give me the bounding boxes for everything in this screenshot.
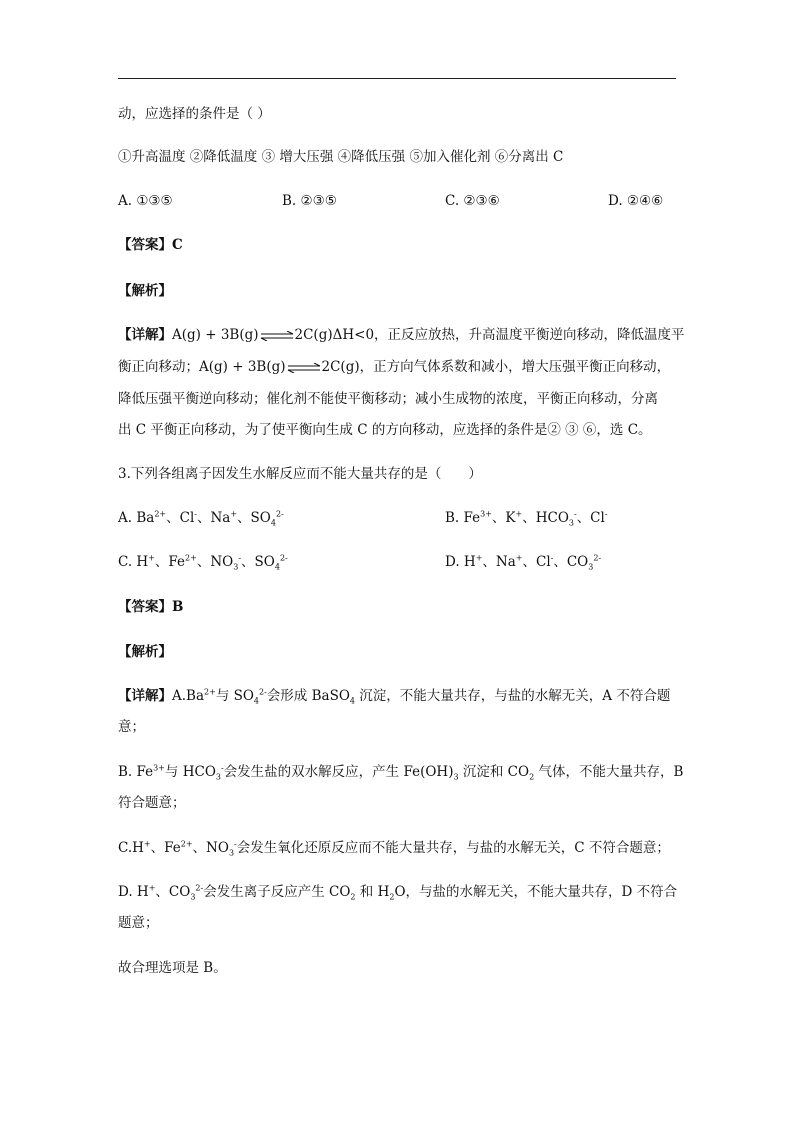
q2-option-c: C. ②③⑥: [445, 193, 500, 209]
q2-detail-label: 【详解】: [118, 327, 172, 343]
header-rule: [118, 78, 676, 79]
q2-detail-line-4: 出 C 平衡正向移动，为了使平衡向生成 C 的方向移动，应选择的条件是② ③ ⑥，选 C。: [118, 422, 652, 438]
q3-option-d: D. H+、Na+、Cl-、$CO_3^{2-}$: [445, 553, 602, 572]
q3-detail-b-line-1: B. $Fe^{3+}$与 $HCO_3^-$会发生盐的双水解反应，产生 $Fe(OH)_3$ 沉淀和 $CO_2$ 气体，不能大量共存，B: [118, 763, 684, 782]
q2-option-b: B. ②③⑤: [282, 193, 337, 209]
q3-option-c: C. H+、$Fe^{2+}$、$NO_3^-$、$SO_4^{2-}$: [118, 553, 288, 572]
q3-option-a: A. $Ba^{2+}$、Cl-、Na+、$SO_4^{2-}$: [118, 509, 284, 528]
q2-analysis-title: 【解析】: [118, 283, 172, 299]
q2-stem-tail: 动，应选择的条件是（ ）: [118, 106, 271, 122]
q2-detail-line-3: 降低压强平衡逆向移动；催化剂不能使平衡移动；减小生成物的浓度，平衡正向移动，分离: [118, 391, 658, 407]
q3-detail-a-line-2: 意；: [118, 719, 145, 735]
q2-detail-line-1: 【详解】A(g) + 3B(g) 2C(g)ΔH<0，正反应放热，升高温度平衡逆向移动，降低温度平: [118, 327, 685, 343]
q2-option-a: A. ①③⑤: [118, 193, 173, 209]
q3-option-b: B. $Fe^{3+}$、K+、$HCO_3^-$、Cl-: [445, 509, 608, 528]
q3-detail-d-line-1: D. H+、$CO_3^{2-}$会发生离子反应产生 $CO_2$ 和 $H_2O$，与盐的水解无关，不能大量共存，D 不符合: [118, 883, 678, 902]
q3-detail-a-line-1: 【详解】$A.Ba^{2+}$与 $SO_4^{2-}$会形成 BaSO$_4$ 沉淀，不能大量共存，与盐的水解无关，A 不符合题: [118, 687, 671, 706]
q3-conclusion: 故合理选项是 B。: [118, 960, 227, 976]
equilibrium-arrow-icon: [259, 331, 295, 341]
q2-option-d: D. ②④⑥: [608, 193, 664, 209]
q3-answer: 【答案】B: [118, 599, 184, 615]
q2-detail-line-2: 衡正向移动；A(g) + 3B(g) 2C(g)，正方向气体系数和减小，增大压强平衡正向移动，: [118, 359, 671, 375]
q3-detail-c: C.H+、$Fe^{2+}$、$NO_3^-$会发生氧化还原反应而不能大量共存，与盐的水解无关，C 不符合题意；: [118, 839, 670, 858]
q3-stem: 3.下列各组离子因发生水解反应而不能大量共存的是（ ）: [118, 466, 482, 482]
q3-detail-d-line-2: 题意；: [118, 915, 159, 931]
q3-analysis-title: 【解析】: [118, 644, 172, 660]
q3-detail-b-line-2: 符合题意；: [118, 795, 186, 811]
equilibrium-arrow-icon: [286, 363, 322, 373]
q2-conditions: ①升高温度 ②降低温度 ③ 增大压强 ④降低压强 ⑤加入催化剂 ⑥分离出 C: [118, 149, 564, 165]
q2-answer: 【答案】C: [118, 237, 183, 253]
